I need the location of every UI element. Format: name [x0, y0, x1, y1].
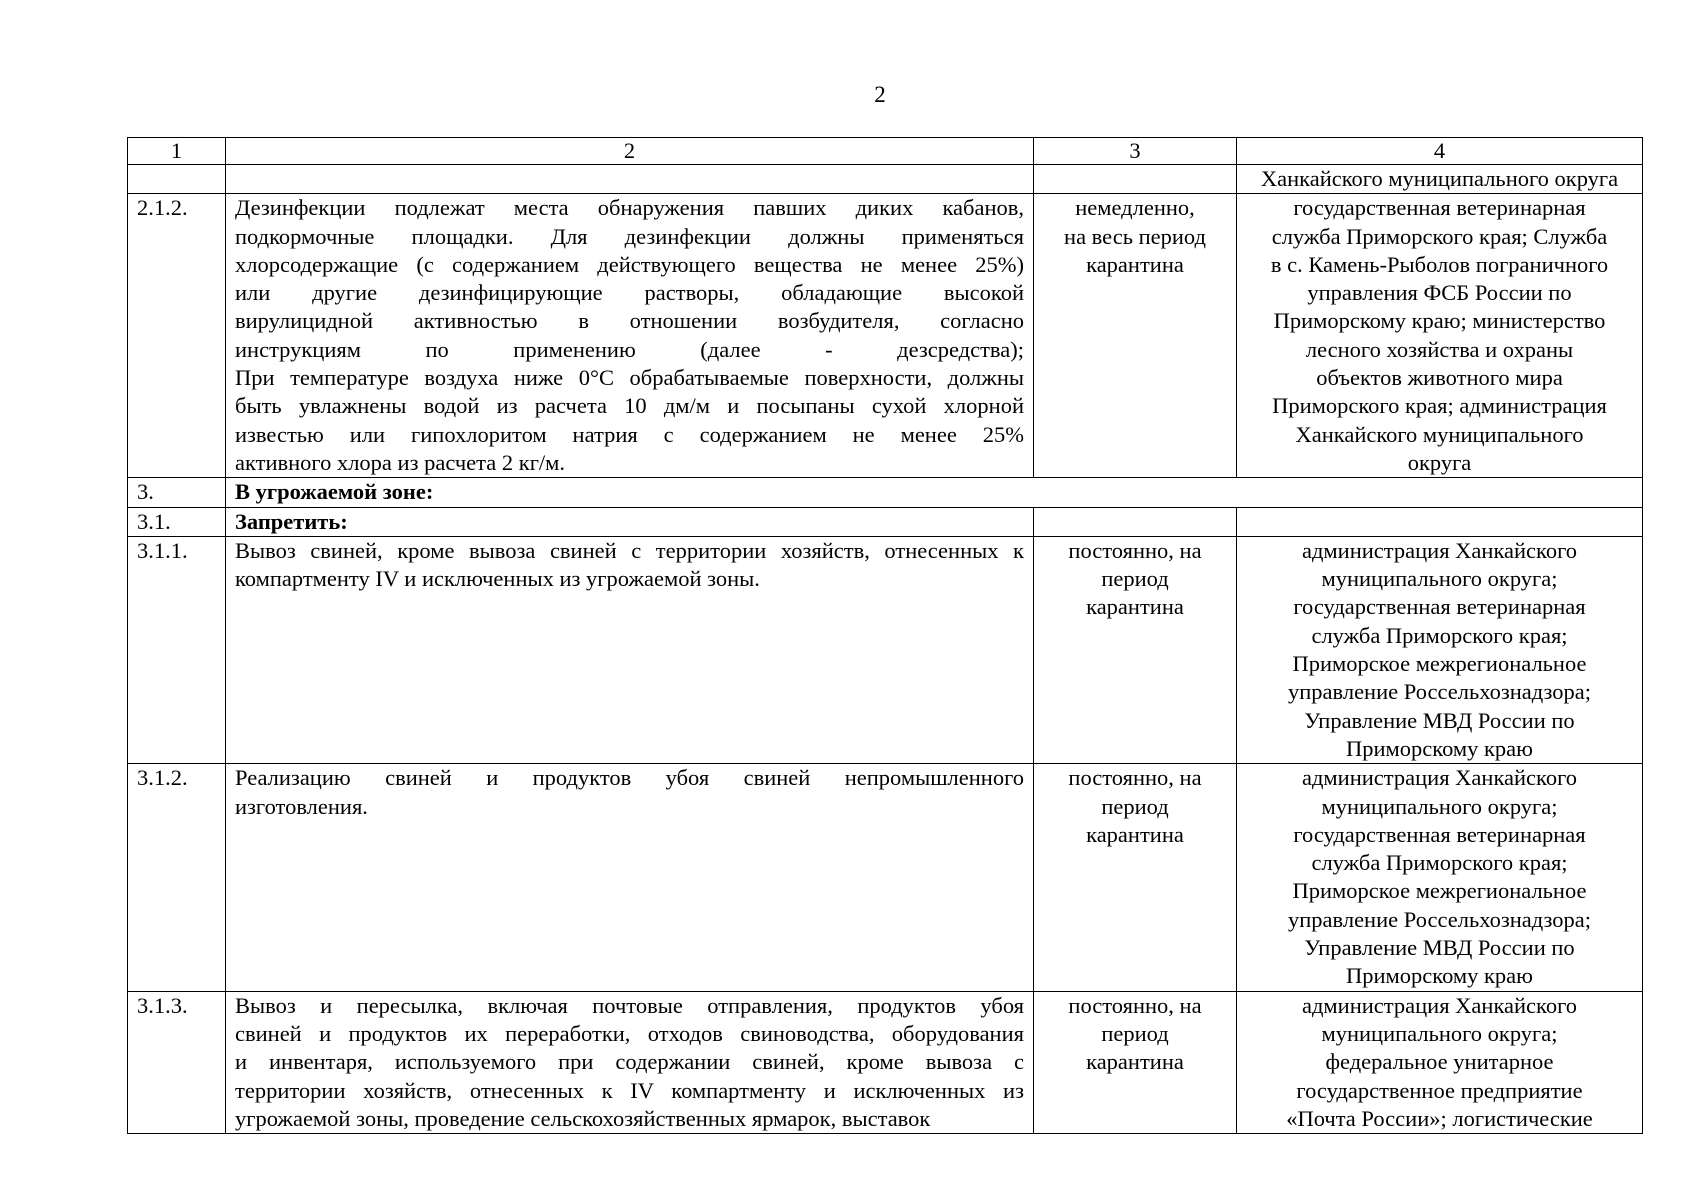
text-line: служба Приморского края; Служба — [1271, 223, 1608, 249]
text-line: известью или гипохлоритом натрия с содержанием не менее 25% — [235, 421, 1024, 447]
text-line: карантина — [1086, 594, 1184, 620]
text-line: Ханкайского муниципального — [1295, 421, 1584, 447]
text-line: и инвентаря, используемого при содержании свиней, кроме вывоза с — [235, 1049, 1024, 1075]
text-line: или другие дезинфицирующие растворы, обладающие высокой — [235, 280, 1024, 306]
text-line: администрация Ханкайского — [1301, 765, 1578, 791]
continuation-row — [128, 165, 1643, 194]
table-row — [128, 194, 1643, 478]
text-line: Приморское межрегиональное — [1292, 878, 1587, 904]
item-term — [1034, 194, 1237, 478]
text-line: Вывоз свиней, кроме вывоза свиней с территории хозяйств, отнесенных к — [235, 537, 1024, 563]
subsection-number: 3.1. — [128, 507, 226, 536]
section-row — [128, 478, 1643, 507]
text-line: управление Россельхознадзора; — [1287, 679, 1592, 705]
table-row — [128, 991, 1643, 1133]
text-line: Реализацию свиней и продуктов убоя свиней непромышленного — [235, 765, 1024, 791]
text-line: карантина — [1086, 1049, 1184, 1075]
text-line: Приморскому краю; министерство — [1273, 308, 1606, 334]
text-line: немедленно, — [1075, 195, 1195, 221]
section-title: В угрожаемой зоне: — [226, 478, 1643, 507]
text-line: государственная ветеринарная — [1293, 821, 1586, 847]
item-description — [226, 194, 1034, 478]
text-line: управление Россельхознадзора; — [1287, 906, 1592, 932]
subsection-title: Запретить: — [226, 507, 1034, 536]
item-term — [1034, 764, 1237, 991]
text-line: администрация Ханкайского — [1301, 537, 1578, 563]
text-line: Приморскому краю — [1346, 735, 1533, 761]
item-responsible — [1237, 991, 1643, 1133]
item-description — [226, 991, 1034, 1133]
text-line: муниципального округа; — [1321, 1020, 1558, 1046]
table-row — [128, 536, 1643, 763]
text-line: государственное предприятие — [1296, 1077, 1583, 1103]
text-line: Приморское межрегиональное — [1292, 651, 1587, 677]
item-description — [226, 764, 1034, 991]
text-line: активного хлора из расчета 2 кг/м. — [235, 449, 566, 475]
text-line: подкормочные площадки. Для дезинфекции должны применяться — [235, 223, 1024, 249]
text-line: изготовления. — [235, 793, 368, 819]
text-line: служба Приморского края; — [1311, 622, 1568, 648]
item-number: 3.1.2. — [128, 764, 226, 991]
text-line: хлорсодержащие (с содержанием действующего вещества не менее 25%) — [235, 251, 1024, 277]
text-line: Вывоз и пересылка, включая почтовые отправления, продуктов убоя — [235, 992, 1024, 1018]
text-line: постоянно, на — [1068, 765, 1202, 791]
text-line: карантина — [1086, 821, 1184, 847]
header-cell: 1 — [128, 138, 226, 165]
text-line: администрация Ханкайского — [1301, 992, 1578, 1018]
text-line: федеральное унитарное — [1325, 1049, 1554, 1075]
item-number: 3.1.1. — [128, 536, 226, 763]
subsection-row — [128, 507, 1643, 536]
item-responsible — [1237, 194, 1643, 478]
section-number: 3. — [128, 478, 226, 507]
text-line: округа — [1407, 449, 1472, 475]
text-line: постоянно, на — [1068, 992, 1202, 1018]
text-line: постоянно, на — [1068, 537, 1202, 563]
text-line: в с. Камень-Рыболов пограничного — [1270, 251, 1609, 277]
text-line: государственная ветеринарная — [1293, 594, 1586, 620]
item-responsible — [1237, 764, 1643, 991]
text-line: Управление МВД России по — [1304, 935, 1575, 961]
text-line: «Почта России»; логистические — [1286, 1105, 1593, 1131]
text-line: на весь период — [1064, 223, 1206, 249]
text-line: Приморского края; администрация — [1272, 393, 1607, 419]
text-line: Управление МВД России по — [1304, 707, 1575, 733]
text-line: период — [1101, 1020, 1169, 1046]
item-number: 2.1.2. — [128, 194, 226, 478]
text-line: лесного хозяйства и охраны — [1305, 336, 1574, 362]
text-line: объектов животного мира — [1316, 365, 1563, 391]
responsible-cell: Ханкайского муниципального округа — [1237, 165, 1643, 194]
text-line: угрожаемой зоны, проведение сельскохозяйственных ярмарок, выставок — [235, 1105, 931, 1131]
item-responsible — [1237, 536, 1643, 763]
text-line: муниципального округа; — [1321, 793, 1558, 819]
text-line: свиней и продуктов их переработки, отходов свиноводства, оборудования — [235, 1020, 1024, 1046]
item-term — [1034, 991, 1237, 1133]
text-line: быть увлажнены водой из расчета 10 дм/м и посыпаны сухой хлорной — [235, 393, 1024, 419]
text-line: управления ФСБ России по — [1307, 280, 1572, 306]
measures-table — [127, 137, 1643, 1134]
text-line: период — [1101, 793, 1169, 819]
item-term — [1034, 536, 1237, 763]
text-line: государственная ветеринарная — [1293, 195, 1586, 221]
text-line: служба Приморского края; — [1311, 850, 1568, 876]
text-line: территории хозяйств, отнесенных к IV компартменту и исключенных из — [235, 1077, 1024, 1103]
item-description — [226, 536, 1034, 763]
header-cell: 2 — [226, 138, 1034, 165]
text-line: вирулицидной активностью в отношении возбудителя, согласно — [235, 308, 1024, 334]
text-line: период — [1101, 566, 1169, 592]
text-line: Дезинфекции подлежат места обнаружения павших диких кабанов, — [235, 195, 1024, 221]
table-row — [128, 764, 1643, 991]
table-header-row — [128, 138, 1643, 165]
text-line: компартменту IV и исключенных из угрожаемой зоны. — [235, 566, 760, 592]
header-cell: 4 — [1237, 138, 1643, 165]
item-number: 3.1.3. — [128, 991, 226, 1133]
text-line: карантина — [1086, 251, 1184, 277]
text-line: Приморскому краю — [1346, 963, 1533, 989]
page-number: 2 — [874, 82, 886, 107]
text-line: инструкциям по применению (далее - дезсредства); — [235, 336, 1024, 362]
text-line: муниципального округа; — [1321, 566, 1558, 592]
text-line: При температуре воздуха ниже 0°С обрабатываемые поверхности, должны — [235, 365, 1024, 391]
header-cell: 3 — [1034, 138, 1237, 165]
